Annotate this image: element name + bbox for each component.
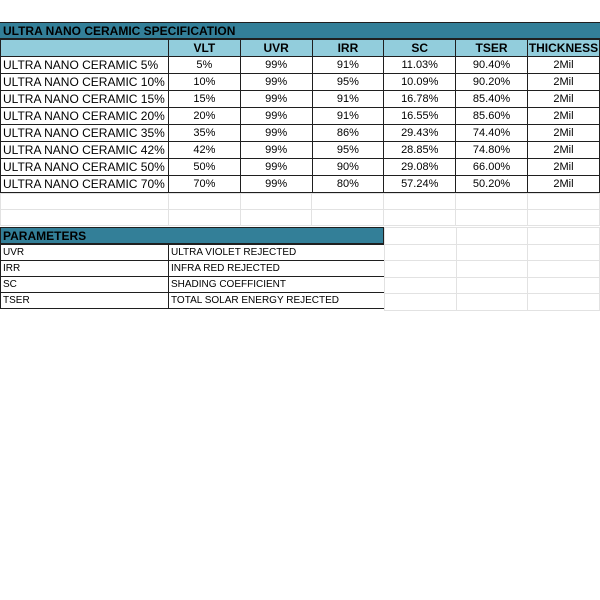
parameter-row — [1, 261, 385, 277]
parameter-row — [1, 293, 385, 309]
header-cell-name — [1, 40, 169, 57]
spec-header-row — [1, 40, 600, 57]
cell-uvr: 99% — [240, 57, 312, 74]
cell-tser: 85.40% — [456, 91, 528, 108]
cell-name: ULTRA NANO CERAMIC 70% — [1, 176, 169, 193]
parameter-row — [1, 245, 385, 261]
cell-vlt: 5% — [168, 57, 240, 74]
cell-vlt: 50% — [168, 159, 240, 176]
cell-uvr: 99% — [240, 125, 312, 142]
spec-table — [0, 39, 600, 193]
table-row — [1, 125, 600, 142]
table-row — [1, 108, 600, 125]
cell-tser: 90.40% — [456, 57, 528, 74]
parameter-description: SHADING COEFFICIENT — [169, 277, 385, 293]
cell-sc: 57.24% — [384, 176, 456, 193]
cell-sc: 10.09% — [384, 74, 456, 91]
cell-irr: 91% — [312, 108, 384, 125]
cell-name: ULTRA NANO CERAMIC 20% — [1, 108, 169, 125]
cell-thickness: 2Mil — [527, 57, 599, 74]
parameter-description: TOTAL SOLAR ENERGY REJECTED — [169, 293, 385, 309]
cell-thickness: 2Mil — [527, 176, 599, 193]
cell-vlt: 20% — [168, 108, 240, 125]
spec-title: ULTRA NANO CERAMIC SPECIFICATION — [3, 24, 236, 38]
parameters-title-bar — [0, 227, 384, 244]
empty-grid-right — [384, 227, 600, 311]
header-cell-vlt: VLT — [168, 40, 240, 57]
header-cell-tser: TSER — [456, 40, 528, 57]
cell-vlt: 35% — [168, 125, 240, 142]
parameter-description: INFRA RED REJECTED — [169, 261, 385, 277]
header-cell-uvr: UVR — [240, 40, 312, 57]
table-row — [1, 159, 600, 176]
cell-irr: 91% — [312, 91, 384, 108]
empty-spacer-row — [0, 193, 600, 226]
cell-irr: 95% — [312, 74, 384, 91]
cell-tser: 74.40% — [456, 125, 528, 142]
parameter-abbreviation: SC — [1, 277, 169, 293]
cell-vlt: 42% — [168, 142, 240, 159]
cell-sc: 11.03% — [384, 57, 456, 74]
parameters-title: PARAMETERS — [3, 229, 87, 243]
cell-name: ULTRA NANO CERAMIC 42% — [1, 142, 169, 159]
cell-name: ULTRA NANO CERAMIC 35% — [1, 125, 169, 142]
cell-sc: 28.85% — [384, 142, 456, 159]
cell-thickness: 2Mil — [527, 74, 599, 91]
cell-tser: 66.00% — [456, 159, 528, 176]
cell-sc: 16.55% — [384, 108, 456, 125]
parameter-abbreviation: TSER — [1, 293, 169, 309]
cell-uvr: 99% — [240, 108, 312, 125]
cell-thickness: 2Mil — [527, 159, 599, 176]
cell-tser: 90.20% — [456, 74, 528, 91]
cell-tser: 50.20% — [456, 176, 528, 193]
header-cell-sc: SC — [384, 40, 456, 57]
cell-name: ULTRA NANO CERAMIC 15% — [1, 91, 169, 108]
table-row — [1, 57, 600, 74]
cell-vlt: 15% — [168, 91, 240, 108]
parameter-row — [1, 277, 385, 293]
cell-irr: 91% — [312, 57, 384, 74]
cell-thickness: 2Mil — [527, 108, 599, 125]
cell-uvr: 99% — [240, 142, 312, 159]
cell-name: ULTRA NANO CERAMIC 50% — [1, 159, 169, 176]
cell-sc: 29.08% — [384, 159, 456, 176]
cell-uvr: 99% — [240, 159, 312, 176]
parameters-table — [0, 244, 385, 309]
cell-thickness: 2Mil — [527, 91, 599, 108]
cell-tser: 85.60% — [456, 108, 528, 125]
cell-irr: 90% — [312, 159, 384, 176]
cell-sc: 29.43% — [384, 125, 456, 142]
parameter-description: ULTRA VIOLET REJECTED — [169, 245, 385, 261]
cell-irr: 86% — [312, 125, 384, 142]
table-row — [1, 176, 600, 193]
cell-vlt: 10% — [168, 74, 240, 91]
parameter-abbreviation: IRR — [1, 261, 169, 277]
cell-sc: 16.78% — [384, 91, 456, 108]
cell-irr: 80% — [312, 176, 384, 193]
cell-vlt: 70% — [168, 176, 240, 193]
cell-thickness: 2Mil — [527, 142, 599, 159]
table-row — [1, 91, 600, 108]
table-row — [1, 74, 600, 91]
cell-thickness: 2Mil — [527, 125, 599, 142]
cell-irr: 95% — [312, 142, 384, 159]
cell-tser: 74.80% — [456, 142, 528, 159]
parameter-abbreviation: UVR — [1, 245, 169, 261]
cell-name: ULTRA NANO CERAMIC 10% — [1, 74, 169, 91]
spec-title-bar — [0, 22, 600, 39]
cell-uvr: 99% — [240, 74, 312, 91]
header-cell-irr: IRR — [312, 40, 384, 57]
cell-uvr: 99% — [240, 91, 312, 108]
header-cell-thickness: THICKNESS — [528, 40, 599, 55]
table-row — [1, 142, 600, 159]
cell-uvr: 99% — [240, 176, 312, 193]
cell-name: ULTRA NANO CERAMIC 5% — [1, 57, 169, 74]
